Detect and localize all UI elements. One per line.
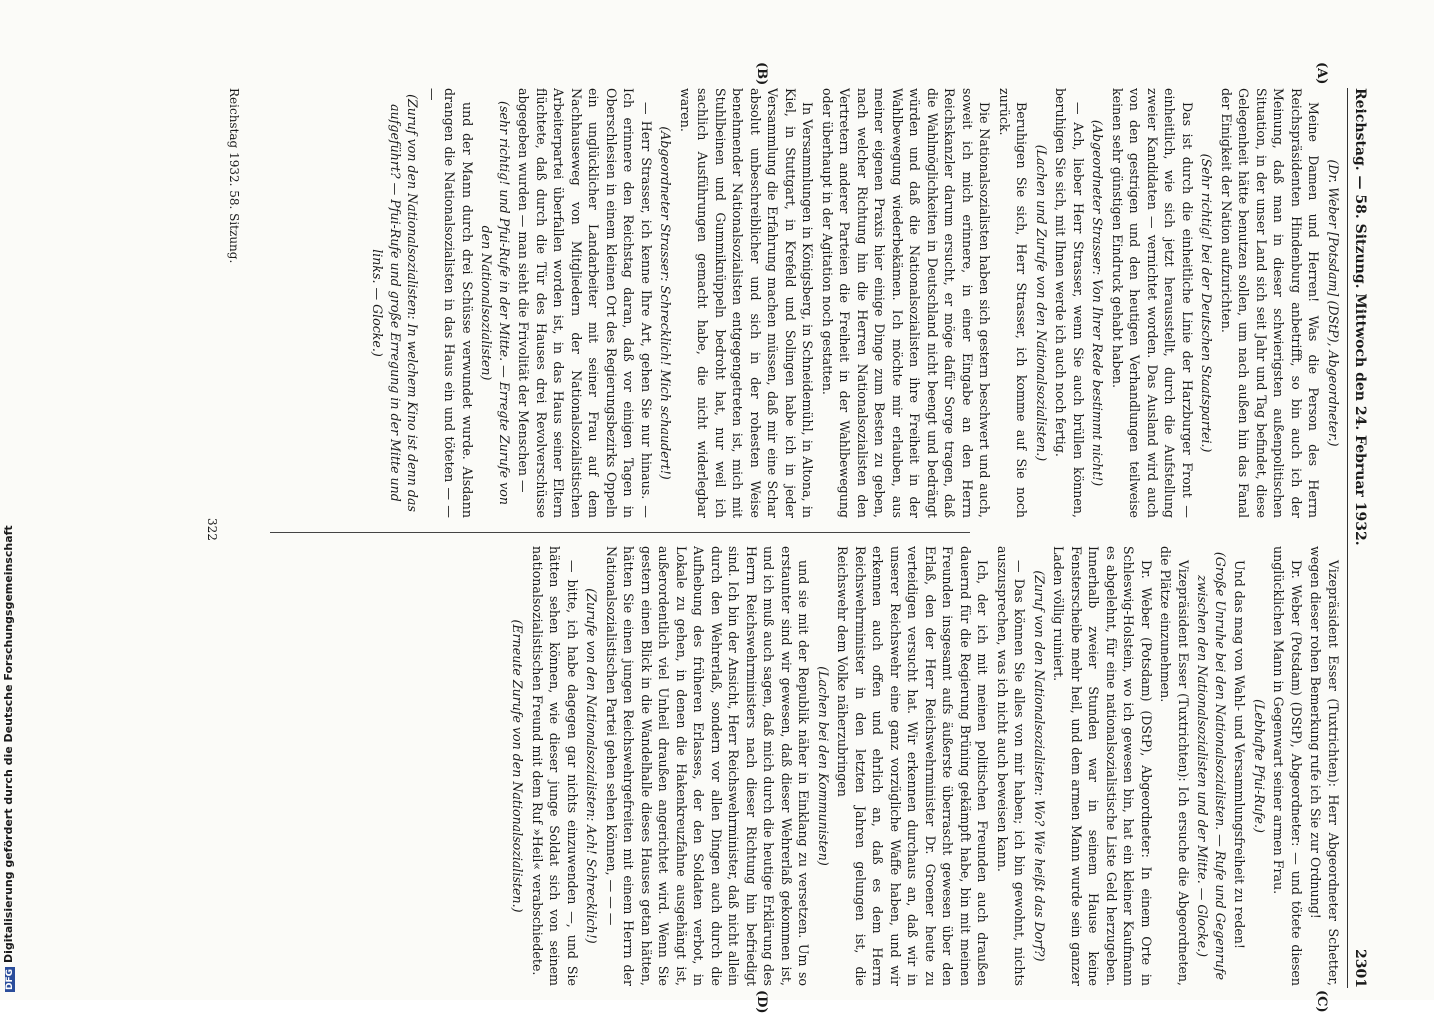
- paragraph: (Lachen bei den Kommunisten): [816, 666, 831, 866]
- margin-marker-c: (C): [1314, 990, 1329, 1013]
- paragraph: — bitte, ich habe dagegen gar nichts einzuwenden —, und Sie hätten sehen können, wie dieser junge Soldat sich von seinem nationalsozialistischen Freund mit dem Ruf »Heil« verabschiedete.: [530, 546, 580, 986]
- paragraph: (Abgeordneter Strasser: Schrecklich! Mich schaudert!): [658, 126, 674, 480]
- margin-marker-d: (D): [754, 990, 769, 1014]
- funding-text: Digitalisierung gefördert durch die Deutsche Forschungsgemeinschaft: [2, 525, 15, 963]
- header-page-number: 2301: [1351, 949, 1368, 988]
- header-title: Reichstag. — 58. Sitzung. Mittwoch den 24. Februar 1932.: [1351, 88, 1368, 546]
- paragraph: (Große Unruhe bei den Nationalsozialisten. — Rufe und Gegenrufe zwischen den Nationalsozialisten und der Mitte. — Glocke.): [1195, 551, 1228, 981]
- paragraph: und sie mit der Republik näher in Einklang zu versetzen. Um so erstaunter sind wir gewesen, daß dieser Wehrerlaß gekommen ist, und ich muß auch sagen, daß mich durch die heutige Erklärung des Herrn Reichswehrministers nach dieser Richtung hin befriedigt sind. Ich bin der Ansicht, Herr Reichswehrminister, daß nicht allein durch den Wehrerlaß, sondern vor allen Dingen auch durch die Aufhebung des früheren Erlasses, der den Soldaten verbot, in Lokale zu gehen, in denen die Hakenkreuzfahne ausgehängt ist, außerordentlich viel Unheil draußen angerichtet wird. Wenn Sie gestern einen Blick in die Wandelhalle dieses Hauses getan hätten, hätten Sie einen jungen Reichswehrgefreiten mit einem Herrn der Nationalsozialistischen Partei gehen sehen können, — — —: [604, 546, 812, 986]
- page-footer: Reichstag 1932. 58. Sitzung.: [227, 88, 241, 264]
- rotated-page-content: [100, 62, 1370, 1014]
- column-divider: [270, 532, 970, 533]
- paragraph: Beruhigen Sie sich, Herr Strasser, ich komme auf Sie noch zurück.: [997, 88, 1030, 518]
- paragraph: Und das mag von Wahl- und Versammlungsfreiheit zu reden!: [1232, 560, 1248, 949]
- paragraph: und der Mann durch drei Schüsse verwundet wurde. Alsdann drangen die Nationalsozialisten in das Haus ein und töteten — — —: [425, 88, 475, 518]
- paragraph: Dr. Weber (Potsdam) (DStP), Abgeordneter: — und tötete diesen unglücklichen Mann in Gegenwart seiner armen Frau.: [1271, 546, 1304, 986]
- margin-marker-a: (A): [1314, 62, 1329, 85]
- paragraph: (Lebhafte Pfui-Rufe.): [1252, 699, 1267, 833]
- paragraph: Ich, der ich mit meinen politischen Freunden auch draußen dauernd für die Regierung Brüning gekämpft habe, bin mit meinen Freunden insgesamt aufs äußerste überrascht gewesen über den Erlaß, den der Herr Reichswehrminister Dr. Groener heute zu verteidigen versucht hat. Wir erkennen durchaus an, daß wir in unserer Reichswehr eine ganz vorzügliche Waffe haben, und wir erkennen auch offen und ehrlich an, daß es dem Herrn Reichswehrminister in den letzten Jahren gelungen ist, die Reichswehr dem Volke näherzubringen: [835, 546, 991, 986]
- page-header: [1347, 88, 1370, 988]
- dfg-logo-icon: DFG: [5, 968, 15, 990]
- paragraph: Das ist durch die einheitliche Linie der Harzburger Front — einheitlich, wie sich jetzt herausstellt, durch die Aufstellung zweier Kandidaten — vernichtet worden. Das Ausland wird auch von den gestrigen und den heutigen Verhandlungen teilweise keinen sehr günstigen Eindruck gehabt haben.: [1110, 88, 1195, 518]
- paragraph: Vizepräsident Esser (Tuxtrichten): Ich ersuche die Abgeordneten, die Plätze einzunehmen.: [1158, 546, 1191, 986]
- left-column: [242, 88, 1342, 518]
- paragraph: In Versammlungen in Königsberg, in Schneidemühl, in Altona, in Kiel, in Stuttgart, in Krefeld und Solingen habe ich in jeder Versammlung die Erfahrung machen müssen, daß mir eine Schar absolut unbeschreiblicher und sich in der rohesten Weise benehmender Nationalsozialisten entgegengetreten ist, mich mit Stuhlbeinen und Gummiknüppeln bedroht hat, nur weil ich sachlich Ausführungen gemacht habe, die nicht widerlegbar waren.: [678, 88, 816, 518]
- paragraph: (Lachen und Zurufe von den Nationalsozialisten.): [1034, 144, 1049, 462]
- right-column: [242, 546, 1342, 986]
- paragraph: — Das können Sie alles von mir haben; ich bin gewohnt, nichts auszusprechen, was ich nicht auch beweisen kann.: [995, 546, 1028, 986]
- funding-sidebar: [0, 0, 18, 1000]
- paragraph: Vizepräsident Esser (Tuxtrichten): Herr Abgeordneter Schetter, wegen dieser rohen Bemerkung rufe ich Sie zur Ordnung!: [1308, 546, 1341, 986]
- paragraph: (Zurufe von den Nationalsozialisten: Ach! Schrecklich!): [584, 588, 600, 944]
- paragraph: (Dr. Weber [Potsdam] (DStP), Abgeordneter.): [1326, 159, 1341, 447]
- paragraph: — Herr Strasser, ich kenne Ihre Art, gehen Sie nur hinaus. — Ich erinnere den Reichstag daran, daß vor einigen Tagen in Oberschlesien in einem kleinen Ort des Regierungsbezirks Oppeln ein unglücklicher Landarbeiter mit seiner Frau auf dem Nachhauseweg von Mitgliedern der Nationalsozialistischen Arbeiterpartei überfallen worden ist, in das Haus seiner Eltern flüchtete, daß durch die Tür des Hauses drei Revolverschüsse abgegeben wurden — man sieht die Frivolität der Menschen —: [516, 88, 654, 518]
- paragraph: (Sehr richtig! bei der Deutschen Staatspartei.): [1199, 153, 1215, 453]
- footer-page-number: 322: [205, 518, 219, 541]
- paragraph: Meine Damen und Herren! Was die Person des Herrn Reichspräsidenten Hindenburg anbetrifft, so bin auch ich der Meinung, daß man in dieser schwierigsten außenpolitischen Situation, in der unser Land sich seit Jahr und Tag befindet, diese Gelegenheit hätte benutzen sollen, um nach außen hin das Fanal der Einigkeit der Nation aufzurichten.: [1219, 88, 1322, 518]
- funding-notice: [2, 525, 15, 992]
- paragraph: (Zuruf von den Nationalsozialisten: In welchem Kino ist denn das aufgeführt? — Pfui-Rufe und große Erregung in der Mitte und links. — Glocke.): [370, 94, 421, 512]
- paragraph: — Ach, lieber Herr Strasser, wenn Sie auch brüllen können, beruhigen Sie sich, mit Ihnen werde ich auch noch fertig.: [1053, 88, 1086, 518]
- paragraph: (Abgeordneter Strasser: Von Ihrer Rede bestimmt nicht!): [1090, 119, 1106, 487]
- paragraph: (Zuruf von den Nationalsozialisten: Wo? Wie heißt das Dorf?): [1032, 570, 1047, 962]
- paragraph: Dr. Weber (Potsdam) (DStP), Abgeordneter: In einem Orte in Schleswig-Holstein, wo ich gewesen bin, hat ein kleiner Kaufmann es abgelehnt, für eine nationalsozialistische Liste Geld herzugeben. Innerhalb zweier Stunden war in seinem Hause keine Fensterscheibe mehr heil, und dem armen Mann wurde sein ganzer Laden völlig ruiniert.: [1051, 546, 1154, 986]
- paragraph: (sehr richtig! und Pfui-Rufe in der Mitte. — Erregte Zurufe von den Nationalsozialisten): [479, 101, 512, 505]
- margin-marker-b: (B): [754, 62, 769, 86]
- paragraph: (Erneute Zurufe von den Nationalsozialisten.): [510, 619, 526, 913]
- paragraph: Die Nationalsozialisten haben sich gestern beschwert und auch, soweit ich mich erinnere, in einer Eingabe an den Herrn Reichskanzler darum ersucht, er möge dafür Sorge tragen, daß die Wahlmöglichkeiten in Deutschland nicht beengt und bedrängt würden und daß die Nationalsozialisten ihre Freiheit in der Wahlbewegung wiederbekämen. Ich möchte mir erlauben, aus meiner eigenen Praxis hier einige Dinge zum Besten zu geben, nach welcher Richtung hin die Herren Nationalsozialisten den Vertretern anderer Parteien die Freiheit in der Wahlbewegung oder überhaupt in der Agitation noch gestatten.: [820, 88, 993, 518]
